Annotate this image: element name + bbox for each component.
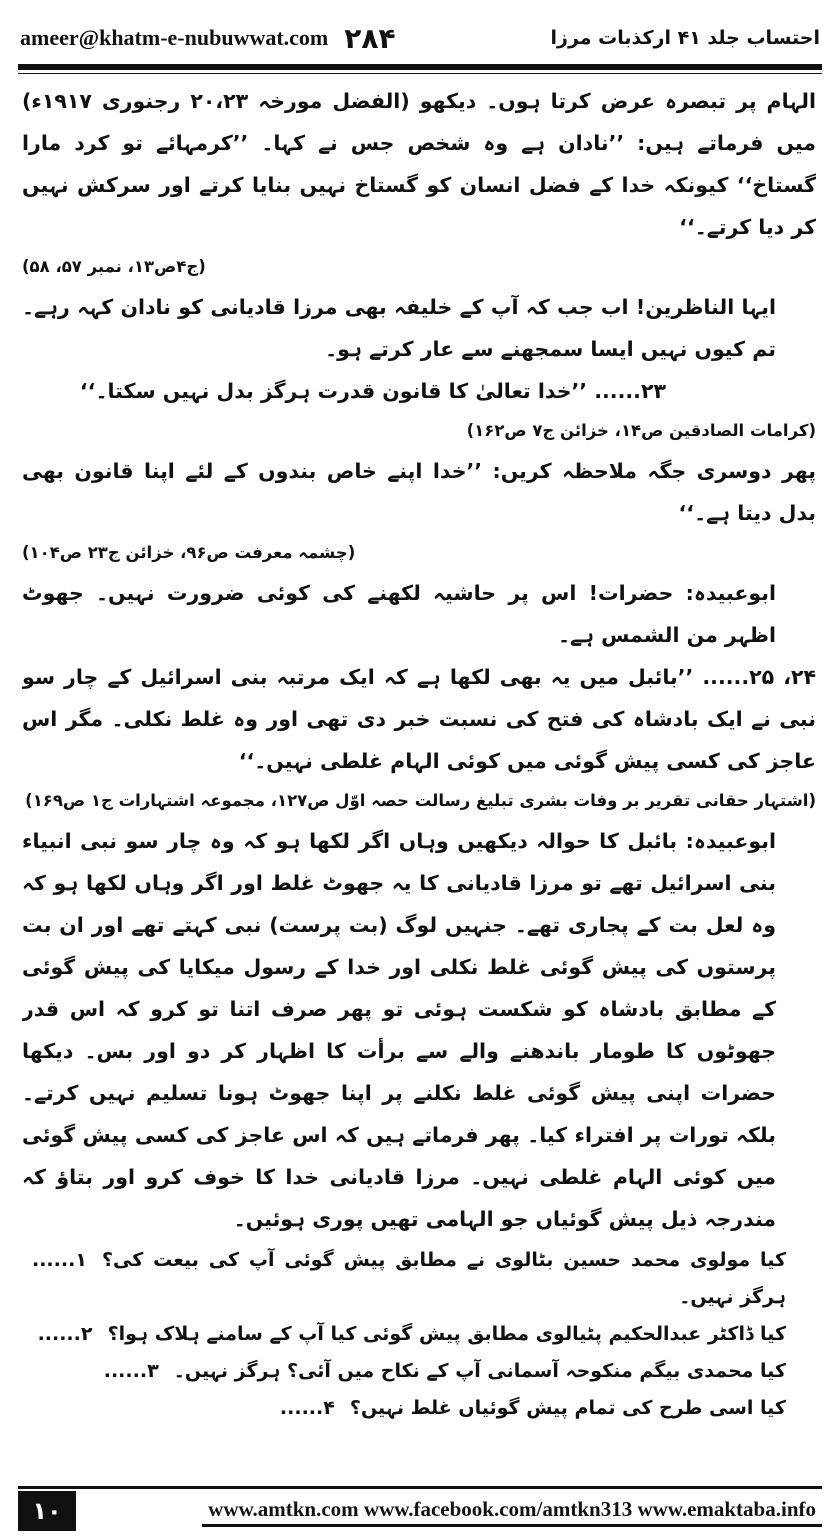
reference-3: (چشمہ معرفت ص۹۶، خزائن ج۲۳ ص۱۰۴) — [22, 543, 356, 562]
list-item — [22, 1242, 816, 1316]
reference-23: (کرامات الصادقین ص۱۴، خزائن ج۷ ص۱۶۲) — [466, 421, 816, 440]
list-item-text: کیا ڈاکٹر عبدالحکیم پٹیالوی مطابق پیش گوئی کیا آپ کے سامنے ہلاک ہوا؟ — [107, 1323, 786, 1345]
paragraph-1: الہام پر تبصرہ عرض کرتا ہوں۔ دیکھو (الفضل مورخہ ۲۰،۲۳ رجنوری ۱۹۱۷ء) میں فرماتے ہیں: ’’نادان ہے وہ شخص جس نے کہا۔ ’’کرمہائے تو کرد مارا گستاخ‘‘ کیونکہ خدا کے فضل انسان کو گستاخ نہیں بنایا کرتے اور سرکش نہیں کر دیا کرتے۔‘‘ — [22, 89, 816, 239]
book-title: احتساب جلد ۴۱ ارکذبات مرزا — [550, 27, 820, 49]
quote-24-25 — [22, 656, 816, 782]
header-rule-thin — [18, 73, 822, 74]
list-item — [22, 1390, 816, 1427]
header-email[interactable]: ameer@khatm-e-nubuwwat.com — [20, 25, 329, 50]
list-item-number: ۴...... — [279, 1397, 335, 1419]
numbered-list — [22, 1242, 816, 1427]
header-page-number: ۲۸۴ — [344, 21, 396, 55]
header-rule-thick — [18, 64, 822, 70]
page-content — [22, 80, 816, 1472]
page-footer — [18, 1486, 822, 1533]
reference-1: (ج۴ص۱۳، نمبر ۵۷، ۵۸) — [22, 257, 206, 276]
quote-23-number: ۲۳...... — [594, 379, 666, 403]
paragraph-3: پھر دوسری جگہ ملاحظہ کریں: ’’خدا اپنے خاص بندوں کے لئے اپنا قانون بھی بدل دیتا ہے۔‘‘ — [22, 459, 816, 525]
quote-24-number: ۲۴، ۲۵...... — [702, 665, 816, 689]
list-item-number: ۳...... — [103, 1360, 159, 1382]
list-item-number: ۲...... — [37, 1323, 93, 1345]
list-item-number: ۱...... — [32, 1249, 87, 1271]
paragraph-2: ایہا الناظرین! اب جب کہ آپ کے خلیفہ بھی مرزا قادیانی کو نادان کہہ رہے۔ تم کیوں نہیں ایسا سمجھنے سے عار کرتے ہو۔ — [22, 295, 776, 361]
paragraph-4: ابوعبیدہ: حضرات! اس پر حاشیہ لکھنے کی کوئی ضرورت نہیں۔ جھوٹ اظہر من الشمس ہے۔ — [22, 581, 776, 647]
quote-23-text: ’’خدا تعالیٰ کا قانون قدرت ہرگز بدل نہیں سکتا۔‘‘ — [79, 379, 588, 403]
list-item-text: کیا اسی طرح کی تمام پیش گوئیاں غلط نہیں؟ — [349, 1397, 786, 1419]
list-item-text: کیا محمدی بیگم منکوحہ آسمانی آپ کے نکاح میں آئی؟ ہرگز نہیں۔ — [173, 1360, 786, 1382]
reference-24: (اشتہار حقانی تقریر بر وفات بشری تبلیغ رسالت حصہ اوّل ص۱۲۷، مجموعہ اشتہارات ج۱ ص۱۶۹) — [25, 791, 816, 810]
footer-page-number: ۱۰ — [18, 1491, 76, 1531]
list-item-text: کیا مولوی محمد حسین بٹالوی نے مطابق پیش گوئی آپ کی بیعت کی؟ ہرگز نہیں۔ — [102, 1249, 786, 1308]
quote-24-text: ’’بائبل میں یہ بھی لکھا ہے کہ ایک مرتبہ بنی اسرائیل کے چار سو نبی نے ایک بادشاہ کی فتح کی نسبت خبر دی تھی اور وہ غلط نکلی۔ مگر اس عاجز کی کسی پیش گوئی میں کوئی الہام غلطی نہیں۔‘‘ — [22, 665, 816, 773]
footer-links[interactable]: www.amtkn.com www.facebook.com/amtkn313 www.emaktaba.info — [202, 1495, 822, 1527]
list-item — [22, 1353, 816, 1390]
page-header — [20, 14, 820, 62]
quote-23 — [22, 370, 816, 412]
header-left — [20, 22, 396, 55]
list-item — [22, 1316, 816, 1353]
paragraph-5: ابوعبیدہ: بائبل کا حوالہ دیکھیں وہاں اگر لکھا ہو کہ وہ چار سو نبی انبیاء بنی اسرائیل تھے تو مرزا قادیانی کا یہ جھوٹ غلط اور اگر وہاں لکھا ہو کہ وہ لعل بت کے پجاری تھے۔ جنہیں لوگ (بت پرست) نبی کہتے تھے اور ان بت پرستوں کی پیش گوئی غلط نکلی اور خدا کے رسول میکایا کی پیش گوئی کے مطابق بادشاہ کو شکست ہوئی تو پھر صرف اتنا تو کرو کہ اس قدر جھوٹوں کا طومار باندھنے والے سے برأت کا اظہار کر دو اور بس۔ دیکھا حضرات اپنی پیش گوئی غلط نکلنے پر اپنا جھوٹ ہونا تسلیم نہیں کرتے۔ بلکہ تورات پر افتراء کیا۔ پھر فرماتے ہیں کہ اس عاجز کی کسی پیش گوئی میں کوئی الہام غلطی نہیں۔ مرزا قادیانی خدا کا خوف کرو اور بتاؤ کہ مندرجہ ذیل پیش گوئیاں جو الہامی تھیں پوری ہوئیں۔ — [22, 829, 776, 1231]
